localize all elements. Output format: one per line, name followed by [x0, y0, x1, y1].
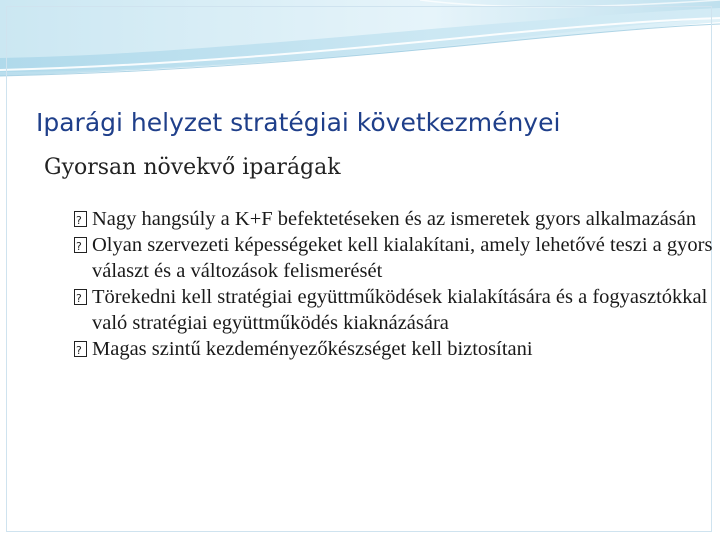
- bullet-item: [76, 284, 716, 336]
- bullet-item: [76, 206, 716, 232]
- bullet-item: [76, 232, 716, 284]
- bullet-item: [76, 336, 716, 362]
- bullet-text: Nagy hangsúly a K+F befektetéseken és az ismeretek gyors alkalmazásán: [92, 208, 697, 230]
- missing-glyph-box-icon: [74, 341, 87, 357]
- missing-glyph-box-icon: [74, 237, 87, 253]
- slide-subtitle: Gyorsan növekvő iparágak: [44, 155, 341, 180]
- slide-title: Iparági helyzet stratégiai következményei: [36, 108, 561, 137]
- bullet-list: [76, 206, 716, 362]
- missing-glyph-box-icon: [74, 211, 87, 227]
- missing-glyph-box-icon: [74, 289, 87, 305]
- bullet-text: Olyan szervezeti képességeket kell kialakítani, amely lehetővé teszi a gyors választ és a változások felismerését: [92, 234, 713, 282]
- bullet-text: Törekedni kell stratégiai együttműködések kialakítására és a fogyasztókkal való stratégiai együttműködés kiaknázására: [92, 286, 708, 334]
- bullet-text: Magas szintű kezdeményezőkészséget kell biztosítani: [92, 338, 533, 360]
- header-wave-banner: [0, 0, 720, 90]
